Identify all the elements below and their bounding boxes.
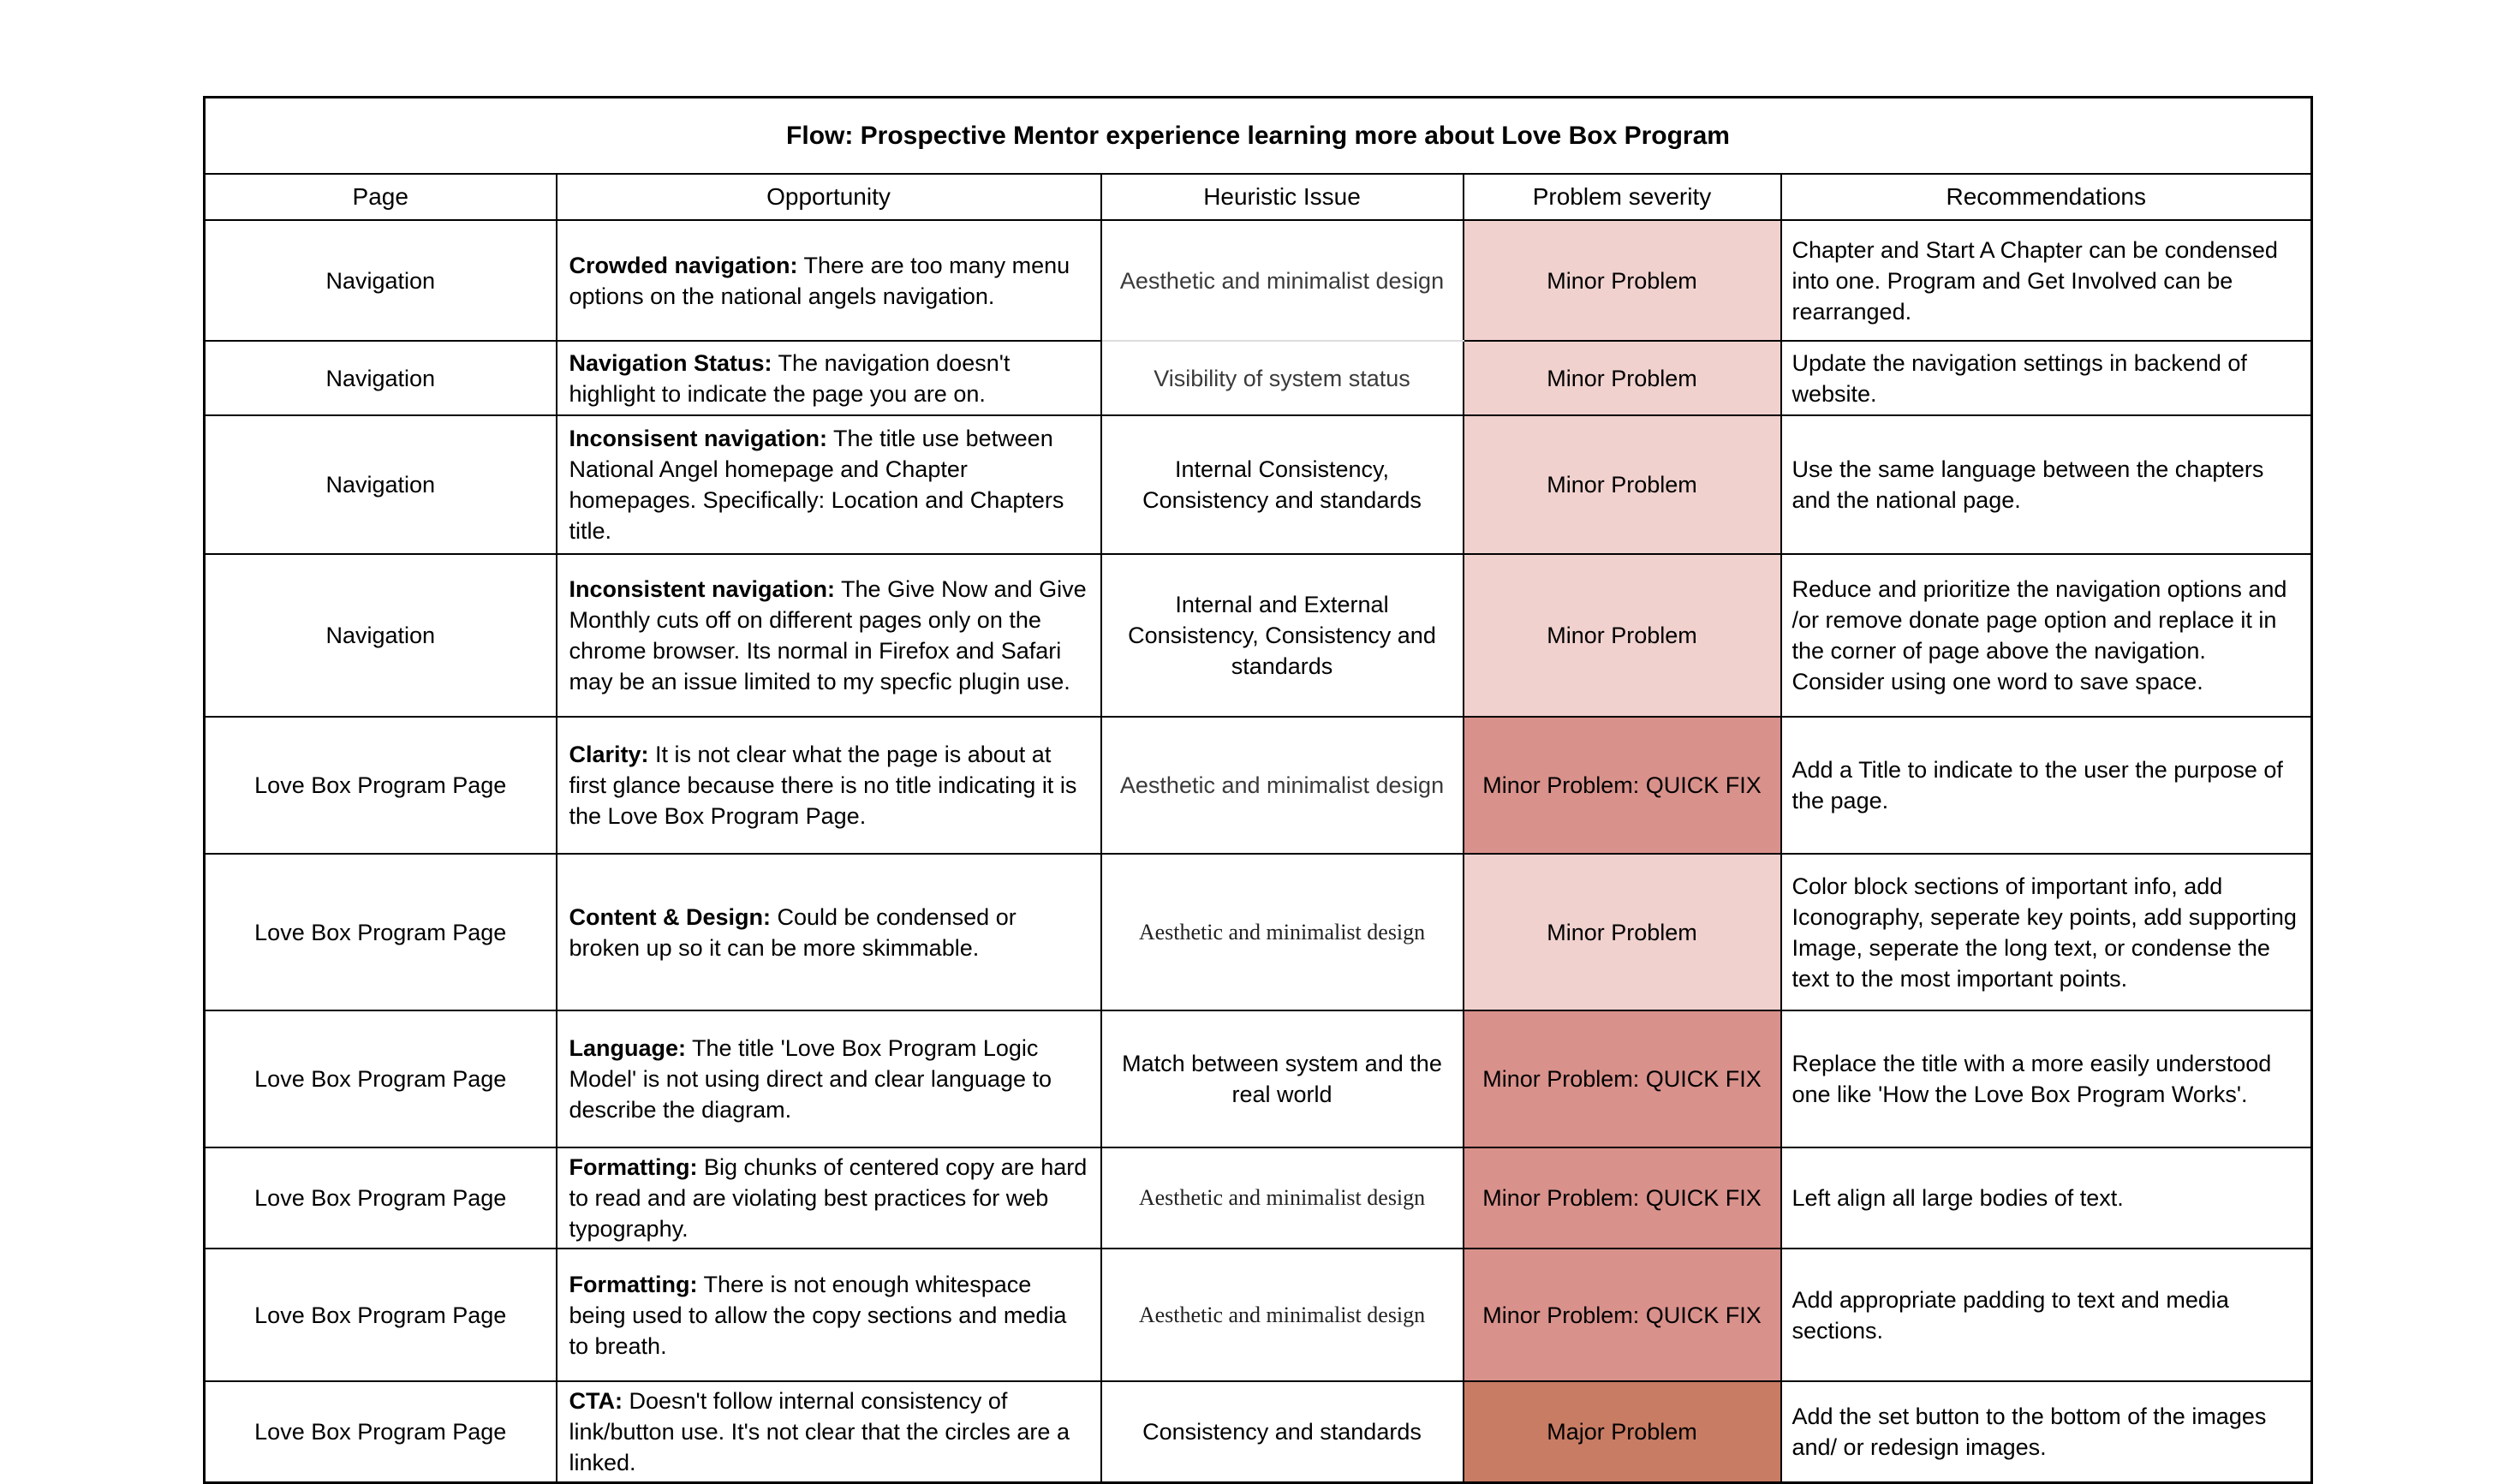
page-cell: Love Box Program Page: [205, 854, 557, 1010]
page-cell: Love Box Program Page: [205, 1381, 557, 1483]
heuristic-issue-cell: Aesthetic and minimalist design: [1101, 854, 1464, 1010]
opportunity-lead: CTA:: [569, 1388, 623, 1414]
table-row: [205, 554, 2312, 717]
severity-cell: Minor Problem: [1464, 554, 1781, 717]
opportunity-text: The title 'Love Box Program Logic Model' is not using direct and clear language to describe the diagram.: [569, 1035, 1052, 1123]
heuristic-issue-cell: Internal Consistency, Consistency and standards: [1101, 415, 1464, 554]
header-row: [205, 174, 2312, 220]
heuristic-audit-table-container: [203, 96, 2313, 1484]
recommendation-cell: Replace the title with a more easily understood one like 'How the Love Box Program Works'.: [1781, 1010, 2312, 1147]
page-cell: Love Box Program Page: [205, 1010, 557, 1147]
opportunity-cell: [557, 554, 1101, 717]
opportunity-text: The Give Now and Give Monthly cuts off on different pages only on the chrome browser. Its normal in Firefox and Safari may be an issue limited to my specfic plugin use.: [569, 576, 1087, 694]
severity-cell: Major Problem: [1464, 1381, 1781, 1483]
page-cell: Love Box Program Page: [205, 717, 557, 854]
severity-cell: Minor Problem: QUICK FIX: [1464, 1010, 1781, 1147]
recommendation-cell: Reduce and prioritize the navigation options and /or remove donate page option and replace it in the corner of page above the navigation. Consider using one word to save space.: [1781, 554, 2312, 717]
opportunity-text: There are too many menu options on the national angels navigation.: [569, 252, 1070, 309]
page-cell: Navigation: [205, 415, 557, 554]
opportunity-lead: Inconsistent navigation:: [569, 576, 836, 602]
page-cell: Love Box Program Page: [205, 1249, 557, 1381]
opportunity-lead: Content & Design:: [569, 903, 771, 930]
opportunity-lead: Formatting:: [569, 1271, 698, 1297]
opportunity-text: Doesn't follow internal consistency of link/button use. It's not clear that the circles are a linked.: [569, 1388, 1070, 1475]
recommendation-cell: Chapter and Start A Chapter can be condensed into one. Program and Get Involved can be rearranged.: [1781, 220, 2312, 341]
heuristic-issue-cell: Consistency and standards: [1101, 1381, 1464, 1483]
table-row: [205, 717, 2312, 854]
heuristic-issue-cell: Aesthetic and minimalist design: [1101, 1249, 1464, 1381]
severity-cell: Minor Problem: QUICK FIX: [1464, 1147, 1781, 1249]
severity-cell: Minor Problem: [1464, 415, 1781, 554]
severity-cell: Minor Problem: [1464, 220, 1781, 341]
opportunity-lead: Crowded navigation:: [569, 252, 798, 278]
page-cell: Navigation: [205, 220, 557, 341]
opportunity-lead: Formatting:: [569, 1154, 698, 1180]
opportunity-cell: [557, 854, 1101, 1010]
heuristic-audit-table: [203, 96, 2313, 1484]
opportunity-cell: [557, 1010, 1101, 1147]
heuristic-issue-cell: Aesthetic and minimalist design: [1101, 220, 1464, 341]
severity-cell: Minor Problem: QUICK FIX: [1464, 717, 1781, 854]
column-header-opportunity: Opportunity: [557, 174, 1101, 220]
title-row: [205, 98, 2312, 175]
opportunity-cell: [557, 717, 1101, 854]
page-cell: Navigation: [205, 341, 557, 415]
page-cell: Love Box Program Page: [205, 1147, 557, 1249]
opportunity-text: The title use between National Angel homepage and Chapter homepages. Specifically: Location and Chapters title.: [569, 426, 1064, 544]
severity-cell: Minor Problem: [1464, 854, 1781, 1010]
table-row: [205, 341, 2312, 415]
page-cell: Navigation: [205, 554, 557, 717]
opportunity-lead: Navigation Status:: [569, 349, 772, 376]
heuristic-issue-cell: Visibility of system status: [1101, 341, 1464, 415]
column-header-page: Page: [205, 174, 557, 220]
recommendation-cell: Color block sections of important info, add Iconography, seperate key points, add supporting Image, seperate the long text, or condense the text to the most important points.: [1781, 854, 2312, 1010]
recommendation-cell: Left align all large bodies of text.: [1781, 1147, 2312, 1249]
column-header-problem-severity: Problem severity: [1464, 174, 1781, 220]
opportunity-text: The navigation doesn't highlight to indicate the page you are on.: [569, 349, 1011, 407]
column-header-recommendations: Recommendations: [1781, 174, 2312, 220]
heuristic-issue-cell: Aesthetic and minimalist design: [1101, 1147, 1464, 1249]
opportunity-lead: Language:: [569, 1035, 687, 1061]
table-title: Flow: Prospective Mentor experience learning more about Love Box Program: [205, 98, 2312, 175]
opportunity-cell: [557, 1147, 1101, 1249]
recommendation-cell: Use the same language between the chapters and the national page.: [1781, 415, 2312, 554]
recommendation-cell: Add appropriate padding to text and media sections.: [1781, 1249, 2312, 1381]
severity-cell: Minor Problem: QUICK FIX: [1464, 1249, 1781, 1381]
opportunity-cell: [557, 1249, 1101, 1381]
opportunity-cell: [557, 415, 1101, 554]
table-row: [205, 1010, 2312, 1147]
opportunity-lead: Inconsisent navigation:: [569, 426, 828, 451]
heuristic-issue-cell: Internal and External Consistency, Consistency and standards: [1101, 554, 1464, 717]
opportunity-lead: Clarity:: [569, 742, 649, 767]
opportunity-cell: [557, 1381, 1101, 1483]
recommendation-cell: Add a Title to indicate to the user the purpose of the page.: [1781, 717, 2312, 854]
opportunity-text: There is not enough whitespace being used to allow the copy sections and media to breath.: [569, 1271, 1067, 1359]
heuristic-issue-cell: Aesthetic and minimalist design: [1101, 717, 1464, 854]
opportunity-cell: [557, 220, 1101, 341]
column-header-heuristic-issue: Heuristic Issue: [1101, 174, 1464, 220]
opportunity-text: It is not clear what the page is about at first glance because there is no title indicating it is the Love Box Program Page.: [569, 742, 1077, 829]
table-row: [205, 415, 2312, 554]
table-row: [205, 1381, 2312, 1483]
table-row: [205, 854, 2312, 1010]
table-row: [205, 1249, 2312, 1381]
opportunity-cell: [557, 341, 1101, 415]
recommendation-cell: Add the set button to the bottom of the images and/ or redesign images.: [1781, 1381, 2312, 1483]
recommendation-cell: Update the navigation settings in backend of website.: [1781, 341, 2312, 415]
table-row: [205, 1147, 2312, 1249]
heuristic-issue-cell: Match between system and the real world: [1101, 1010, 1464, 1147]
opportunity-text: Could be condensed or broken up so it can be more skimmable.: [569, 903, 1017, 961]
table-row: [205, 220, 2312, 341]
severity-cell: Minor Problem: [1464, 341, 1781, 415]
opportunity-text: Big chunks of centered copy are hard to read and are violating best practices for web typography.: [569, 1154, 1088, 1242]
